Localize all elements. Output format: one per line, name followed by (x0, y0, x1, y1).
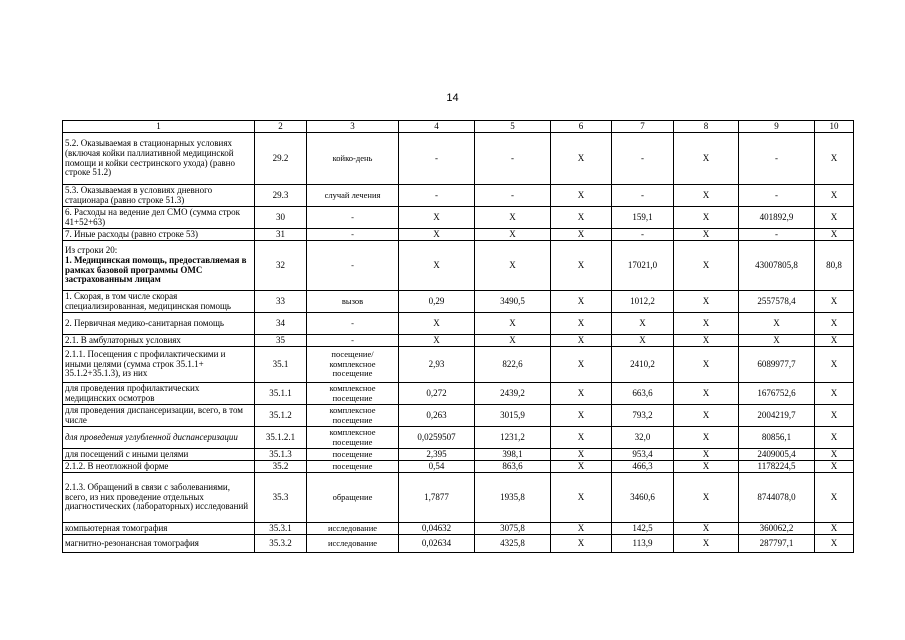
table-row (63, 405, 854, 427)
table-cell: 32 (255, 241, 307, 291)
table-cell: Х (674, 335, 739, 347)
table-row (63, 291, 854, 313)
table-cell: Х (475, 207, 551, 229)
row-label-cell (63, 427, 255, 449)
table-cell: 0,54 (399, 461, 475, 473)
table-cell: Х (551, 133, 612, 185)
table-cell: 822,6 (475, 347, 551, 383)
table-cell: 2,395 (399, 449, 475, 461)
row-label: для проведения углубленной диспансеризации (65, 431, 238, 442)
row-label-cell (63, 185, 255, 207)
table-row (63, 241, 854, 291)
table-cell: 2557578,4 (739, 291, 815, 313)
table-row (63, 335, 854, 347)
table-cell: 360062,2 (739, 523, 815, 535)
table-cell: 0,29 (399, 291, 475, 313)
column-header: 10 (815, 121, 854, 133)
column-header: 1 (63, 121, 255, 133)
table-cell: Х (674, 383, 739, 405)
table-cell: 287797,1 (739, 535, 815, 553)
table-cell: обращение (307, 473, 399, 523)
table-cell: 2410,2 (612, 347, 674, 383)
column-header: 4 (399, 121, 475, 133)
table-cell: 35.2 (255, 461, 307, 473)
table-cell: 1012,2 (612, 291, 674, 313)
table-row (63, 535, 854, 553)
table-cell: - (475, 133, 551, 185)
table-cell: 0,272 (399, 383, 475, 405)
row-label: 5.3. Оказываемая в условиях дневного стационара (равно строке 51.3) (65, 184, 213, 205)
table-cell: 35.1.2.1 (255, 427, 307, 449)
table-row (63, 313, 854, 335)
table-cell: 35.1 (255, 347, 307, 383)
row-label: 2.1.2. В неотложной форме (65, 460, 169, 471)
table-cell: Х (475, 229, 551, 241)
table-cell: Х (551, 461, 612, 473)
table-cell: Х (739, 313, 815, 335)
page-number: 14 (446, 92, 459, 104)
table-cell: Х (815, 473, 854, 523)
table-cell: 35.1.2 (255, 405, 307, 427)
table-row (63, 207, 854, 229)
table-cell: 401892,9 (739, 207, 815, 229)
table-cell: 1178224,5 (739, 461, 815, 473)
row-label: для проведения диспансеризации, всего, в том числе (65, 404, 243, 425)
column-header: 5 (475, 121, 551, 133)
table-cell: - (739, 185, 815, 207)
table-cell: - (399, 133, 475, 185)
table-cell: Х (399, 241, 475, 291)
row-label-cell (63, 313, 255, 335)
table-cell: - (307, 207, 399, 229)
table-cell: комплексное посещение (307, 405, 399, 427)
table-cell: 793,2 (612, 405, 674, 427)
table-cell: Х (674, 207, 739, 229)
table-cell: Х (551, 229, 612, 241)
column-header: 6 (551, 121, 612, 133)
row-label: 5.2. Оказываемая в стационарных условиях (включая койки паллиативной медицинской помощи и койки сестринского ухода) (равно строке 51.2) (65, 137, 235, 178)
row-label-cell (63, 383, 255, 405)
table-cell: 29.3 (255, 185, 307, 207)
table-cell: - (307, 335, 399, 347)
table-row (63, 523, 854, 535)
row-label: компьютерная томография (65, 522, 168, 533)
table-cell: Х (551, 405, 612, 427)
row-label-cell (63, 449, 255, 461)
table-cell: 34 (255, 313, 307, 335)
table-cell: - (612, 229, 674, 241)
table-cell: 1231,2 (475, 427, 551, 449)
table-cell: Х (815, 185, 854, 207)
table-row (63, 473, 854, 523)
table-cell: 31 (255, 229, 307, 241)
table-cell: Х (399, 207, 475, 229)
table-cell: Х (551, 335, 612, 347)
column-header: 7 (612, 121, 674, 133)
table-cell: 113,9 (612, 535, 674, 553)
table-cell: исследование (307, 535, 399, 553)
row-label-cell (63, 133, 255, 185)
table-cell: Х (475, 241, 551, 291)
table-cell: 3490,5 (475, 291, 551, 313)
table-cell: 2439,2 (475, 383, 551, 405)
table-cell: - (739, 133, 815, 185)
table-cell: Х (815, 291, 854, 313)
table-cell: Х (551, 449, 612, 461)
table-cell: Х (551, 207, 612, 229)
table-cell: 80,8 (815, 241, 854, 291)
table-cell: - (307, 313, 399, 335)
table-cell: 29.2 (255, 133, 307, 185)
row-label: 1. Скорая, в том числе скорая специализированная, медицинская помощь (65, 290, 231, 311)
row-label: 6. Расходы на ведение дел СМО (сумма строк 41+52+63) (65, 206, 241, 227)
table-cell: Х (551, 185, 612, 207)
table-cell: - (307, 229, 399, 241)
table-cell: Х (815, 449, 854, 461)
table-row (63, 461, 854, 473)
table-cell: 2409005,4 (739, 449, 815, 461)
table-cell: Х (674, 229, 739, 241)
table-cell: 80856,1 (739, 427, 815, 449)
table-cell: Х (674, 405, 739, 427)
table-cell: 35.1.3 (255, 449, 307, 461)
table-cell: Х (551, 291, 612, 313)
table-cell: 32,0 (612, 427, 674, 449)
row-label-cell (63, 461, 255, 473)
table-cell: посещение/ комплексное посещение (307, 347, 399, 383)
table-cell: Х (551, 241, 612, 291)
table-cell: комплексное посещение (307, 383, 399, 405)
table-cell: 2004219,7 (739, 405, 815, 427)
table-cell: Х (674, 535, 739, 553)
table-cell: Х (815, 383, 854, 405)
row-label-cell (63, 241, 255, 291)
table-cell: - (475, 185, 551, 207)
data-table (62, 120, 854, 553)
table-cell: 0,04632 (399, 523, 475, 535)
table-cell: Х (674, 185, 739, 207)
table-cell: Х (674, 347, 739, 383)
table-cell: - (612, 133, 674, 185)
table-cell: - (399, 185, 475, 207)
table-row (63, 133, 854, 185)
table-cell: 142,5 (612, 523, 674, 535)
table-cell: Х (399, 313, 475, 335)
row-label: 2.1.3. Обращений в связи с заболеваниями, всего, из них проведение отдельных диагностических (лабораторных) исследований (65, 481, 249, 512)
table-cell: Х (815, 427, 854, 449)
table-cell: Х (815, 133, 854, 185)
table-cell: 35.3 (255, 473, 307, 523)
table-cell: Х (815, 313, 854, 335)
table-cell: Х (551, 427, 612, 449)
row-label: 2.1. В амбулаторных условиях (65, 334, 181, 345)
header-row (63, 121, 854, 133)
table-row (63, 427, 854, 449)
table-cell: Х (612, 313, 674, 335)
table-cell: 466,3 (612, 461, 674, 473)
table-cell: Х (674, 313, 739, 335)
row-label: 2. Первичная медико-санитарная помощь (65, 317, 225, 328)
table-cell: посещение (307, 449, 399, 461)
table-cell: Х (551, 383, 612, 405)
table-cell: Х (551, 313, 612, 335)
row-label: для посещений с иными целями (65, 448, 189, 459)
row-label-cell (63, 207, 255, 229)
table-cell: - (739, 229, 815, 241)
table-cell: комплексное посещение (307, 427, 399, 449)
row-label-cell (63, 535, 255, 553)
table-cell: Х (815, 523, 854, 535)
table-cell: 3460,6 (612, 473, 674, 523)
table-row (63, 449, 854, 461)
table-cell: 35.1.1 (255, 383, 307, 405)
table-cell: Х (551, 523, 612, 535)
table-cell: 863,6 (475, 461, 551, 473)
table-cell: Х (815, 229, 854, 241)
table-cell: Х (612, 335, 674, 347)
table-cell: Х (674, 461, 739, 473)
row-label: 2.1.1. Посещения с профилактическими и иными целями (сумма строк 35.1.1+ 35.1.2+35.1.3), из них (65, 348, 226, 379)
table-cell: 35 (255, 335, 307, 347)
table-cell: Х (551, 473, 612, 523)
table-cell: Х (674, 523, 739, 535)
table-cell: 953,4 (612, 449, 674, 461)
table-cell: 33 (255, 291, 307, 313)
column-header: 3 (307, 121, 399, 133)
table-cell: 3015,9 (475, 405, 551, 427)
table-cell: 1935,8 (475, 473, 551, 523)
table-cell: Х (399, 229, 475, 241)
row-label: 1. Медицинская помощь, предоставляемая в рамках базовой программы ОМС застрахованным лицам (65, 254, 247, 285)
table-cell: 663,6 (612, 383, 674, 405)
table-cell: Х (674, 133, 739, 185)
table-row (63, 347, 854, 383)
table-cell: 35.3.1 (255, 523, 307, 535)
row-label-cell (63, 291, 255, 313)
table-row (63, 185, 854, 207)
table-cell: 8744078,0 (739, 473, 815, 523)
table-body (63, 133, 854, 553)
table-cell: исследование (307, 523, 399, 535)
table-cell: - (612, 185, 674, 207)
row-label-cell (63, 405, 255, 427)
row-label-cell (63, 347, 255, 383)
table-cell: Х (674, 291, 739, 313)
row-label: для проведения профилактических медицинских осмотров (65, 382, 200, 403)
table-cell: Х (674, 473, 739, 523)
table-cell: Х (674, 241, 739, 291)
table-cell: посещение (307, 461, 399, 473)
table-cell: 0,02634 (399, 535, 475, 553)
table-cell: Х (815, 347, 854, 383)
table-cell: Х (815, 335, 854, 347)
row-label: магнитно-резонансная томография (65, 537, 199, 548)
table-cell: 0,0259507 (399, 427, 475, 449)
table-cell: 398,1 (475, 449, 551, 461)
table-row (63, 383, 854, 405)
table-cell: Х (551, 347, 612, 383)
row-label: 7. Иные расходы (равно строке 53) (65, 228, 198, 239)
table-cell: 43007805,8 (739, 241, 815, 291)
table-cell: 2,93 (399, 347, 475, 383)
table-cell: 17021,0 (612, 241, 674, 291)
table-cell: 159,1 (612, 207, 674, 229)
table-cell: 1,7877 (399, 473, 475, 523)
table-cell: Х (815, 405, 854, 427)
table-cell: Х (674, 427, 739, 449)
table-cell: Х (815, 207, 854, 229)
table-cell: Х (475, 335, 551, 347)
table-cell: Х (399, 335, 475, 347)
table-cell: койко-день (307, 133, 399, 185)
row-label-cell (63, 523, 255, 535)
row-label-cell (63, 473, 255, 523)
table-cell: вызов (307, 291, 399, 313)
table-cell: Х (739, 335, 815, 347)
table-row (63, 229, 854, 241)
table-cell: 3075,8 (475, 523, 551, 535)
table-cell: 1676752,6 (739, 383, 815, 405)
table-cell: Х (815, 461, 854, 473)
table-cell: случай лечения (307, 185, 399, 207)
table-cell: Х (551, 535, 612, 553)
table-cell: - (307, 241, 399, 291)
table-cell: Х (475, 313, 551, 335)
table-cell: 30 (255, 207, 307, 229)
table-cell: Х (815, 535, 854, 553)
row-lead-text: Из строки 20: (65, 244, 118, 255)
row-label-cell (63, 229, 255, 241)
column-header: 9 (739, 121, 815, 133)
table-cell: 4325,8 (475, 535, 551, 553)
table-cell: 35.3.2 (255, 535, 307, 553)
table-cell: 6089977,7 (739, 347, 815, 383)
table-cell: 0,263 (399, 405, 475, 427)
table-cell: Х (674, 449, 739, 461)
column-header: 2 (255, 121, 307, 133)
row-label-cell (63, 335, 255, 347)
column-header: 8 (674, 121, 739, 133)
